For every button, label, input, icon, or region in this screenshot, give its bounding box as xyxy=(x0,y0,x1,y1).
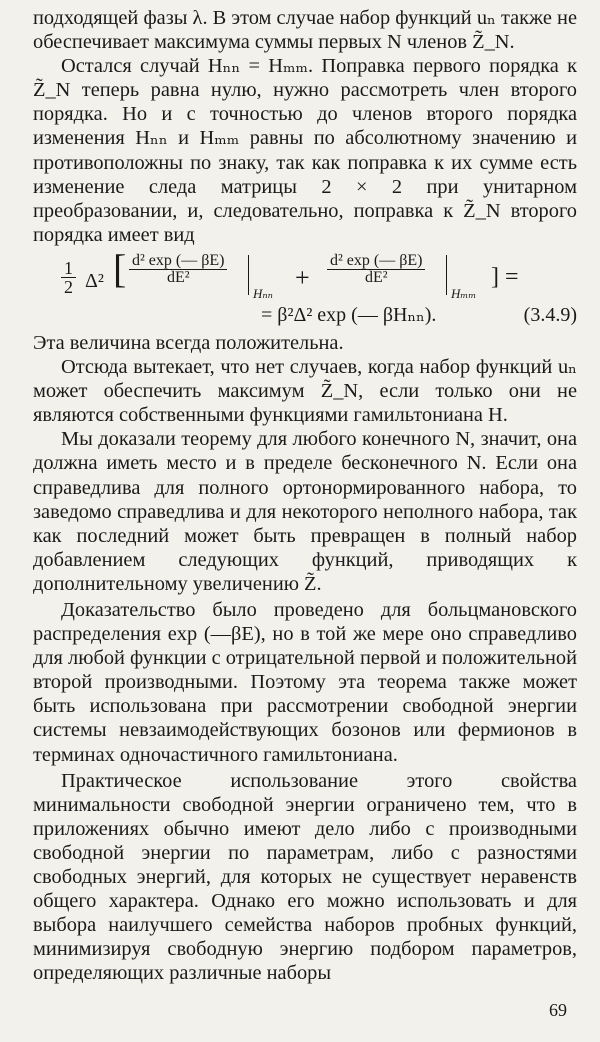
first-term-numerator: d² exp (— βE) xyxy=(132,251,225,269)
equation-number: (3.4.9) xyxy=(523,303,577,326)
evaluation-bar-1 xyxy=(248,255,249,295)
equation-3-4-9 xyxy=(33,245,577,329)
left-bracket: [ xyxy=(113,245,127,291)
paragraph-2: Остался случай Hₙₙ = Hₘₘ. Поправка первого порядка к Z̃_N теперь равна нулю, нужно рассмотреть член второго порядка. Но и с точностью до членов второго порядка изменения Hₙₙ и Hₘₘ равны по абсолютному значению и противоположны по знаку, так как поправка к их сумме есть изменение следа матрицы 2 × 2 при унитарном преобразовании, и, следовательно, поправка к Z̃_N второго порядка имеет вид xyxy=(33,55,577,246)
paragraph-1: подходящей фазы λ. В этом случае набор функций uₙ также не обеспечивает максимума суммы первых N членов Z̃_N. xyxy=(33,7,577,54)
first-term-denominator: dE² xyxy=(129,269,227,286)
paragraph-7: Практическое использование этого свойства минимальности свободной энергии ограничено тем, что в приложениях обычно имеют дело либо с производными свободной энергии по параметрам, либо с разностями свободных энергий, для которых не существует неравенств общего характера. Однако его можно использовать и для выбора наилучшего семейства наборов пробных функций, минимизируя свободную энергию подбором параметров, определяющих различные наборы xyxy=(33,769,577,985)
plus-sign: + xyxy=(295,262,310,292)
evaluation-bar-2 xyxy=(446,255,447,295)
paragraph-5: Мы доказали теорему для любого конечного N, значит, она должна иметь место и в пределе бесконечного N. Если она справедлива для полного ортонормированного набора, то заведомо справедлива и для некоторого неполного набора, так как последний может быть превращен в полный набор добавлением следующих функций, приводящих к дополнительному увеличению Z̃. xyxy=(33,428,577,595)
second-derivative-term xyxy=(327,253,425,286)
right-bracket-equals: ] = xyxy=(491,263,519,290)
paragraph-4: Отсюда вытекает, что нет случаев, когда набор функций uₙ может обеспечить максимум Z̃_N, если только они не являются собственными функциями гамильтониана H. xyxy=(33,356,577,427)
delta-squared: Δ² xyxy=(85,269,104,292)
equation-rhs: = β²Δ² exp (— βHₙₙ). xyxy=(261,303,437,326)
subscript-h-nn: Hₙₙ xyxy=(253,285,273,301)
paragraph-6: Доказательство было проведено для больцмановского распределения exp (—βE), но в той же мере оно справедливо для любой функции с отрицательной первой и положительной второй производными. Поэтому эта теорема также может быть использована при рассмотрении свободной энергии системы невзаимодействующих бозонов или фермионов в терминах одночастичного гамильтониана. xyxy=(33,598,577,766)
second-term-numerator: d² exp (— βE) xyxy=(330,251,423,269)
page-body xyxy=(33,6,577,985)
first-derivative-term xyxy=(129,253,227,286)
page-number: 69 xyxy=(549,1000,567,1020)
half-numerator: 1 xyxy=(64,257,73,278)
subscript-h-mm: Hₘₘ xyxy=(451,285,477,301)
half-fraction xyxy=(61,259,76,296)
half-denominator: 2 xyxy=(61,277,76,296)
paragraph-3: Эта величина всегда положительна. xyxy=(33,331,344,354)
second-term-denominator: dE² xyxy=(327,269,425,286)
